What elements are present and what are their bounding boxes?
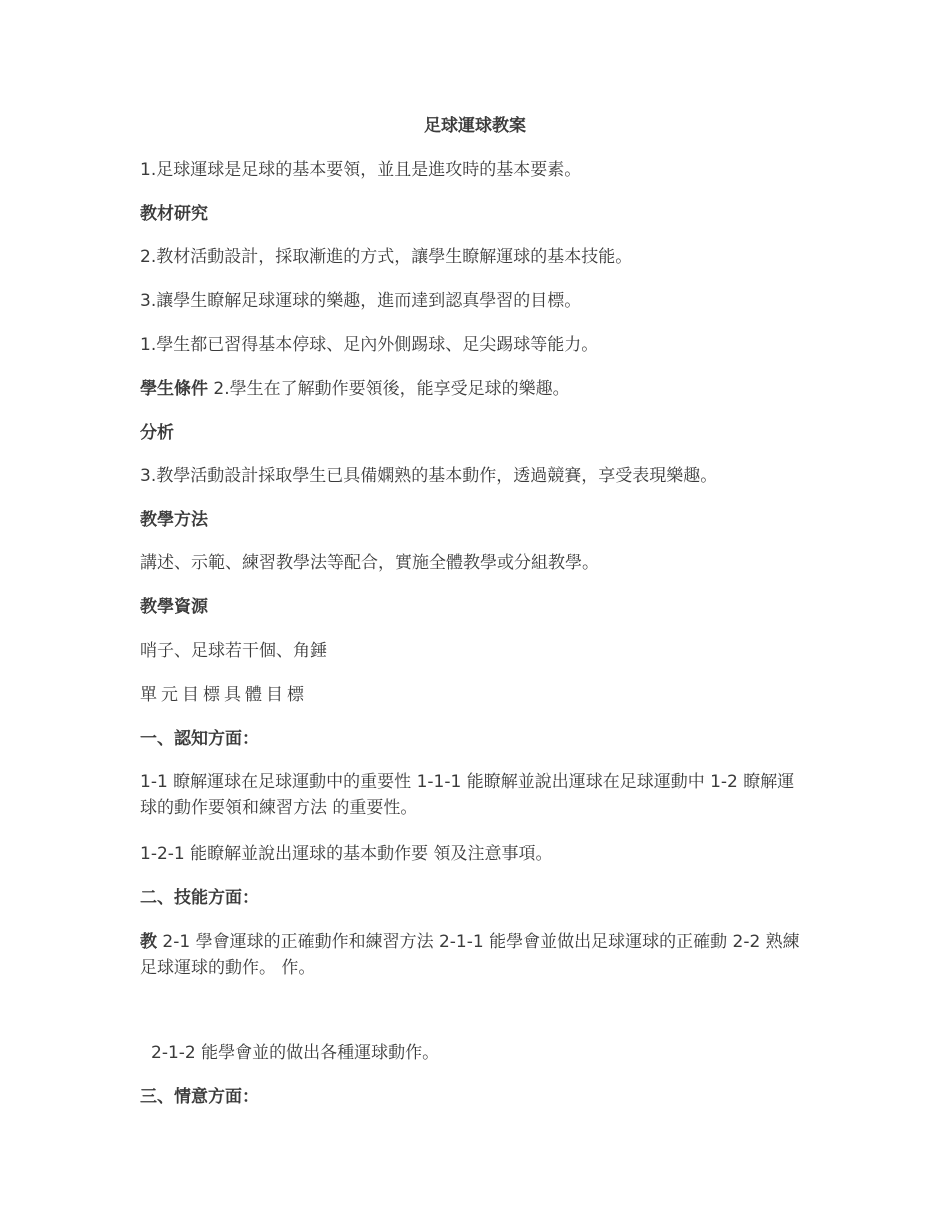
student-condition-line: [140, 376, 820, 402]
paragraph-9: 單元目標具體目標: [140, 685, 308, 705]
heading-student: 學生條件: [140, 379, 208, 399]
paragraph-10: 1-1 瞭解運球在足球運動中的重要性 1-1-1 能瞭解並說出運球在足球運動中 1-2 瞭解運球的動作要領和練習方法 的重要性。: [140, 772, 795, 818]
paragraph-13: 2-1-2 能學會並的做出各種運球動作。: [151, 1043, 440, 1063]
paragraph-12: 2-1 學會運球的正確動作和練習方法 2-1-1 能學會並做出足球運球的正確動 2-2 熟練足球運球的動作。 作。: [140, 932, 800, 978]
heading-analysis: 分析: [140, 423, 174, 443]
heading-resource: 教學資源: [140, 597, 208, 617]
document-title: 足球運球教案: [424, 116, 526, 136]
paragraph-4: 1.學生都已習得基本停球、足內外側踢球、足尖踢球等能力。: [140, 335, 599, 355]
heading-material: 教材研究: [140, 204, 208, 224]
skill-paragraph: [140, 929, 805, 981]
paragraph-8: 哨子、足球若干個、角錘: [140, 641, 327, 661]
paragraph-11: 1-2-1 能瞭解並說出運球的基本動作要 領及注意事項。: [140, 844, 553, 864]
heading-skill: 二、技能方面：: [140, 888, 259, 908]
heading-teach: 教: [140, 932, 157, 952]
paragraph-5: 2.學生在了解動作要領後，能享受足球的樂趣。: [213, 379, 570, 399]
paragraph-2: 2.教材活動設計，採取漸進的方式，讓學生瞭解運球的基本技能。: [140, 247, 633, 267]
heading-affective: 三、情意方面：: [140, 1087, 259, 1107]
paragraph-6: 3.教學活動設計採取學生已具備嫻熟的基本動作，透過競賽，享受表現樂趣。: [140, 466, 718, 486]
paragraph-3: 3.讓學生瞭解足球運球的樂趣，進而達到認真學習的目標。: [140, 291, 582, 311]
heading-cognitive: 一、認知方面：: [140, 729, 259, 749]
paragraph-1: 1.足球運球是足球的基本要領，並且是進攻時的基本要素。: [140, 160, 582, 180]
heading-method: 教學方法: [140, 510, 208, 530]
paragraph-7: 講述、示範、練習教學法等配合，實施全體教學或分組教學。: [140, 553, 599, 573]
